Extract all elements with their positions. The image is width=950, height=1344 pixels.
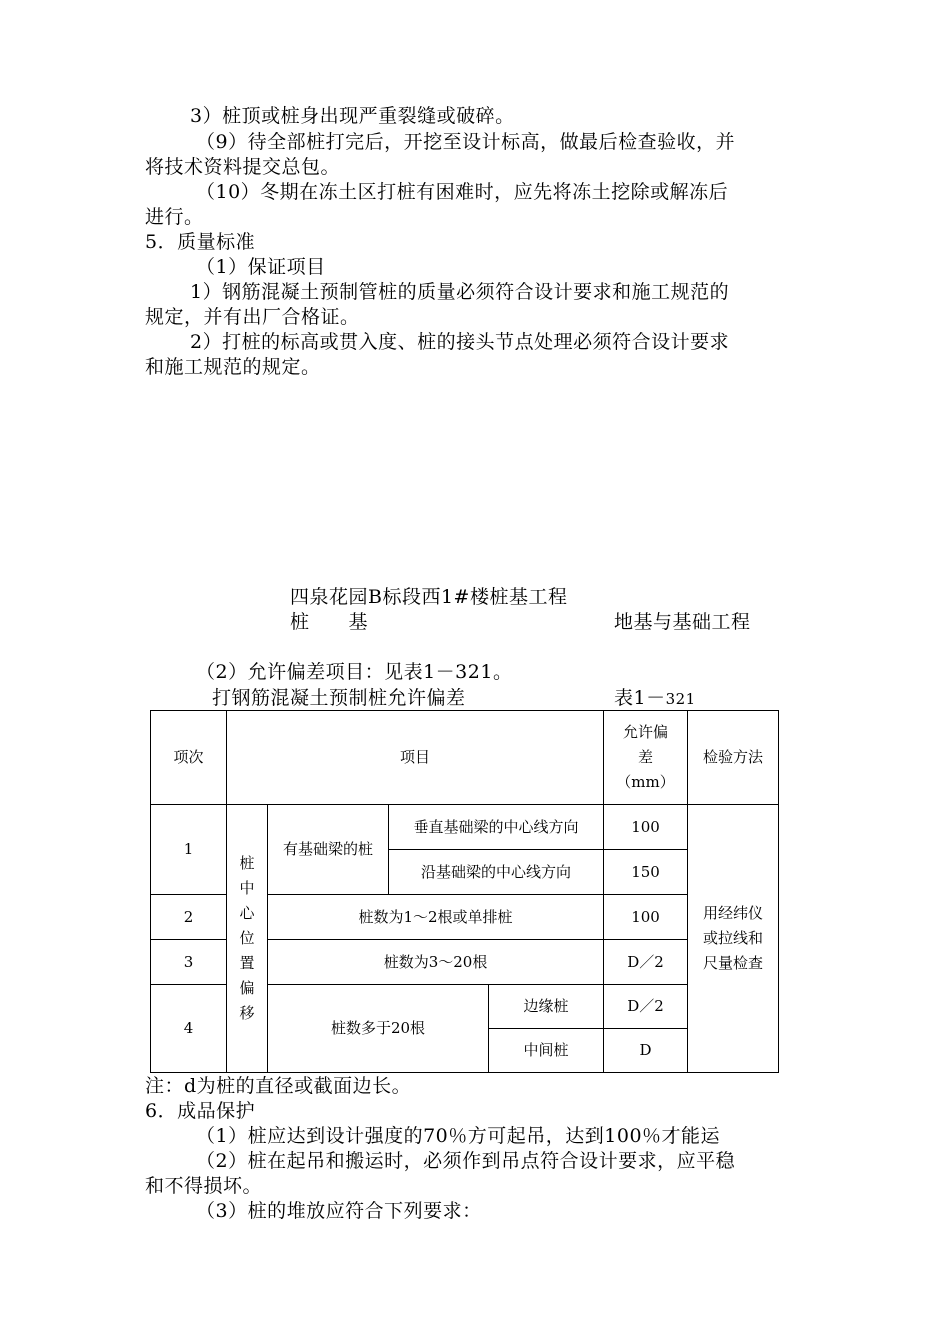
row-tolerance: 150 — [604, 850, 688, 895]
header-right: 地基与基础工程 — [614, 611, 751, 633]
paragraph-line: 和施工规范的规定。 — [145, 356, 321, 378]
paragraph-line: （1）桩应达到设计强度的70％方可起吊，达到100％才能运 — [196, 1125, 721, 1147]
header-no: 项次 — [151, 711, 227, 805]
row-subitem: 边缘桩 — [489, 985, 604, 1029]
paragraph-line: 规定，并有出厂合格证。 — [145, 306, 360, 328]
tolerance-table — [150, 710, 779, 1073]
paragraph-line: 2）打桩的标高或贯入度、桩的接头节点处理必须符合设计要求 — [190, 331, 730, 353]
table-number-prefix: 表1－ — [614, 687, 666, 709]
header-tolerance — [604, 711, 688, 805]
row-item: 桩数为3～20根 — [268, 940, 604, 985]
vertical-char: 移 — [239, 1004, 255, 1022]
table-row — [151, 805, 779, 850]
method-line: 或拉线和 — [703, 929, 764, 947]
paragraph-line: 3）桩顶或桩身出现严重裂缝或破碎。 — [190, 105, 515, 127]
row-tolerance: D — [604, 1029, 688, 1073]
inspection-method — [688, 805, 779, 1073]
header-tolerance-line: 差 — [638, 748, 654, 766]
vertical-char: 心 — [239, 904, 255, 922]
header-method: 检验方法 — [688, 711, 779, 805]
row-tolerance: 100 — [604, 805, 688, 850]
table-number: 321 — [665, 690, 696, 708]
allowed-deviation-intro: （2）允许偏差项目：见表1－321。 — [196, 661, 513, 683]
project-title: 四泉花园B标段西1#楼桩基工程 — [290, 586, 568, 608]
method-line: 用经纬仪 — [703, 904, 764, 922]
row-tolerance: D／2 — [604, 985, 688, 1029]
row-no: 2 — [151, 895, 227, 940]
row-no: 4 — [151, 985, 227, 1073]
paragraph-line: （3）桩的堆放应符合下列要求： — [196, 1200, 482, 1222]
row-item: 桩数多于20根 — [268, 985, 489, 1073]
vertical-char: 偏 — [239, 979, 255, 997]
row-subitem: 中间桩 — [489, 1029, 604, 1073]
vertical-char: 位 — [239, 929, 255, 947]
row-item: 桩数为1～2根或单排桩 — [268, 895, 604, 940]
header-tolerance-line: （mm） — [616, 773, 675, 791]
row-subitem: 沿基础梁的中心线方向 — [389, 850, 604, 895]
row-subitem: 垂直基础梁的中心线方向 — [389, 805, 604, 850]
vertical-char: 中 — [239, 879, 255, 897]
section-heading: 5．质量标准 — [145, 231, 256, 253]
paragraph-line: 1）钢筋混凝土预制管桩的质量必须符合设计要求和施工规范的 — [190, 281, 730, 303]
paragraph-line: 和不得损坏。 — [145, 1175, 263, 1197]
paragraph-line: 进行。 — [145, 206, 204, 228]
section-heading: 6．成品保护 — [145, 1100, 256, 1122]
header-left: 桩 基 — [290, 611, 369, 633]
table-caption-number — [614, 686, 696, 711]
paragraph-line: （2）桩在起吊和搬运时，必须作到吊点符合设计要求，应平稳 — [196, 1150, 736, 1172]
row-no: 1 — [151, 805, 227, 895]
header-tolerance-line: 允许偏 — [623, 723, 669, 741]
table-caption-title: 打钢筋混凝土预制桩允许偏差 — [212, 687, 466, 709]
row-no: 3 — [151, 940, 227, 985]
table-note: 注：d为桩的直径或截面边长。 — [145, 1075, 412, 1097]
row-tolerance: 100 — [604, 895, 688, 940]
method-line: 尺量检查 — [703, 954, 764, 972]
paragraph-line: （9）待全部桩打完后，开挖至设计标高，做最后检查验收，并 — [196, 131, 736, 153]
paragraph-line: 将技术资料提交总包。 — [145, 156, 341, 178]
pile-center-offset-label — [227, 805, 268, 1073]
vertical-char: 桩 — [239, 854, 255, 872]
header-item: 项目 — [227, 711, 604, 805]
subsection-heading: （1）保证项目 — [196, 256, 326, 278]
row-category: 有基础梁的桩 — [268, 805, 389, 895]
paragraph-line: （10）冬期在冻土区打桩有困难时，应先将冻土挖除或解冻后 — [196, 181, 729, 203]
table-header-row — [151, 711, 779, 805]
vertical-char: 置 — [239, 954, 255, 972]
row-tolerance: D／2 — [604, 940, 688, 985]
